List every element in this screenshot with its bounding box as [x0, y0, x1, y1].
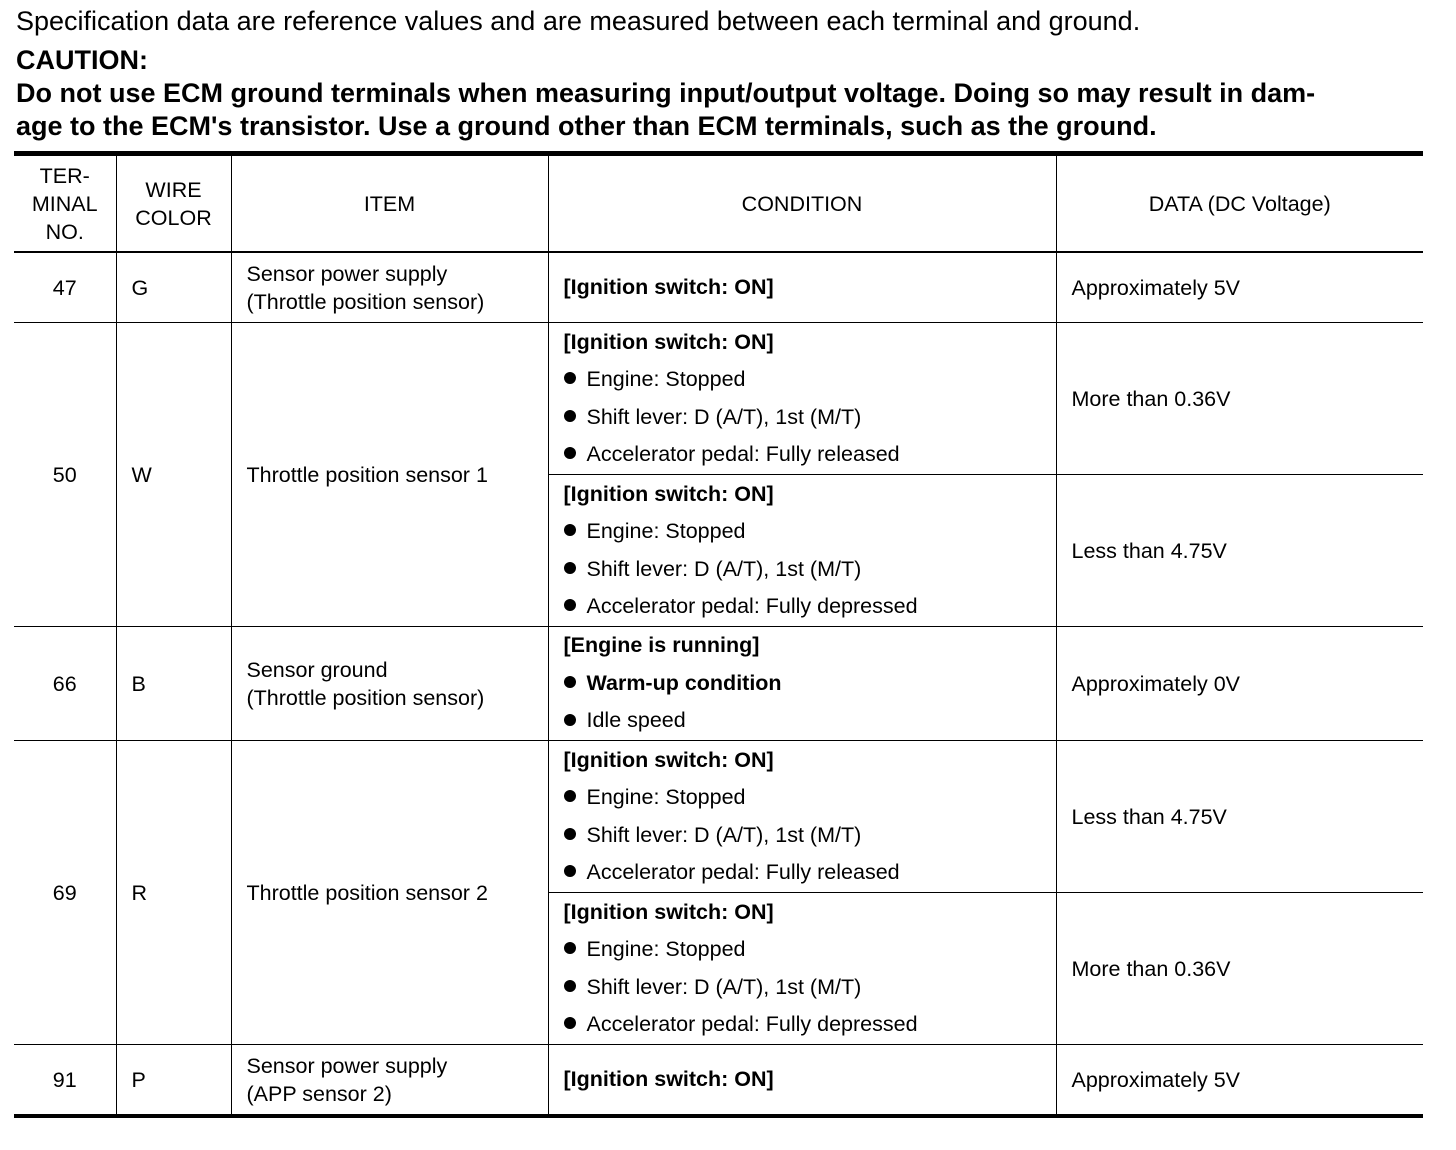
table-row: [14, 252, 1423, 323]
condition-cell: [548, 475, 1056, 627]
data-value: Approximately 5V: [1056, 1045, 1423, 1117]
caution-title: CAUTION:: [16, 45, 148, 75]
data-value: Approximately 5V: [1056, 252, 1423, 323]
header-data: DATA (DC Voltage): [1056, 154, 1423, 253]
data-value: More than 0.36V: [1056, 893, 1423, 1045]
data-value: Less than 4.75V: [1056, 741, 1423, 893]
caution-body: [16, 77, 1426, 143]
bullet-icon: [564, 372, 576, 384]
condition-heading: [Engine is running]: [563, 633, 760, 658]
wire-color: R: [116, 741, 231, 1045]
bullet-text: Accelerator pedal: Fully released: [586, 442, 900, 466]
condition-cell: [548, 627, 1056, 741]
bullet-icon: [564, 790, 576, 802]
data-value: Approximately 0V: [1056, 627, 1423, 741]
condition-bullet: [564, 779, 1041, 817]
condition-bullet: [564, 588, 1041, 626]
data-value: Less than 4.75V: [1056, 475, 1423, 627]
bullet-text: Engine: Stopped: [586, 937, 746, 961]
bullet-icon: [564, 524, 576, 536]
wire-color: P: [116, 1045, 231, 1117]
condition-bullet: [564, 399, 1041, 437]
bullet-icon: [564, 980, 576, 992]
header-wire-color: WIRE COLOR: [116, 154, 231, 253]
table-row: [14, 1045, 1423, 1117]
item-line: Sensor power supply: [246, 261, 448, 286]
bullet-text: Shift lever: D (A/T), 1st (M/T): [586, 556, 862, 581]
condition-bullet: [564, 665, 1041, 703]
bullet-icon: [564, 599, 576, 611]
condition-heading: [Ignition switch: ON]: [563, 1066, 774, 1091]
condition-cell: [548, 323, 1056, 475]
bullet-icon: [564, 447, 576, 459]
intro-text: Specification data are reference values and are measured between each terminal and ground.: [16, 6, 1141, 36]
condition-bullet: [564, 931, 1041, 969]
table-body: [14, 252, 1423, 1116]
item-line: (Throttle position sensor): [246, 289, 485, 314]
caution-line: age to the ECM's transistor. Use a ground other than ECM terminals, such as the ground.: [16, 111, 1157, 141]
condition-bullet: [564, 702, 1041, 740]
ecm-terminal-table: [14, 151, 1423, 1118]
condition-bullet: [564, 551, 1041, 589]
condition-bullet: [564, 513, 1041, 551]
bullet-icon: [564, 1017, 576, 1029]
caution-line: Do not use ECM ground terminals when measuring input/output voltage. Doing so may result in dam-: [16, 78, 1316, 108]
bullet-text: Shift lever: D (A/T), 1st (M/T): [586, 974, 862, 999]
item-description: [231, 323, 548, 627]
item-line: Sensor ground: [246, 657, 388, 682]
condition-bullet: [564, 969, 1041, 1007]
item-description: [231, 1045, 548, 1117]
bullet-icon: [564, 865, 576, 877]
item-description: [231, 627, 548, 741]
bullet-text: Accelerator pedal: Fully depressed: [586, 1012, 918, 1036]
bullet-icon: [564, 410, 576, 422]
bullet-text: Shift lever: D (A/T), 1st (M/T): [586, 822, 862, 847]
condition-bullet: [564, 1006, 1041, 1044]
terminal-number: 91: [14, 1045, 116, 1117]
bullet-icon: [564, 676, 576, 688]
terminal-number: 50: [14, 323, 116, 627]
bullet-text: Accelerator pedal: Fully released: [586, 860, 900, 884]
bullet-text: Accelerator pedal: Fully depressed: [586, 594, 918, 618]
condition-heading: [Ignition switch: ON]: [563, 481, 774, 506]
condition-bullet: [564, 436, 1041, 474]
condition-bullet: [564, 817, 1041, 855]
item-line: (APP sensor 2): [246, 1081, 392, 1106]
item-line: Sensor power supply: [246, 1053, 448, 1078]
condition-cell: [548, 1045, 1056, 1117]
wire-color: B: [116, 627, 231, 741]
item-line: Throttle position sensor 2: [246, 880, 488, 905]
data-value: More than 0.36V: [1056, 323, 1423, 475]
condition-heading: [Ignition switch: ON]: [563, 747, 774, 772]
wire-color: W: [116, 323, 231, 627]
terminal-number: 47: [14, 252, 116, 323]
item-description: [231, 741, 548, 1045]
bullet-text: Warm-up condition: [586, 670, 782, 695]
bullet-text: Engine: Stopped: [586, 785, 746, 809]
terminal-number: 69: [14, 741, 116, 1045]
condition-bullet: [564, 854, 1041, 892]
bullet-text: Engine: Stopped: [586, 367, 746, 391]
bullet-icon: [564, 942, 576, 954]
header-terminal-no: TER- MINAL NO.: [14, 154, 116, 253]
item-line: Throttle position sensor 1: [246, 462, 488, 487]
table-row: [14, 741, 1423, 893]
condition-heading: [Ignition switch: ON]: [563, 899, 774, 924]
bullet-icon: [564, 828, 576, 840]
table-row: [14, 627, 1423, 741]
item-line: (Throttle position sensor): [246, 685, 485, 710]
condition-bullet: [564, 361, 1041, 399]
condition-heading: [Ignition switch: ON]: [563, 329, 774, 354]
condition-cell: [548, 893, 1056, 1045]
terminal-number: 66: [14, 627, 116, 741]
bullet-icon: [564, 562, 576, 574]
condition-cell: [548, 252, 1056, 323]
bullet-text: Shift lever: D (A/T), 1st (M/T): [586, 404, 862, 429]
bullet-icon: [564, 714, 576, 726]
condition-cell: [548, 741, 1056, 893]
wire-color: G: [116, 252, 231, 323]
table-header-row: [14, 154, 1423, 253]
table-row: [14, 323, 1423, 475]
bullet-text: Engine: Stopped: [586, 519, 746, 543]
header-condition: CONDITION: [548, 154, 1056, 253]
bullet-text: Idle speed: [586, 708, 686, 733]
header-item: ITEM: [231, 154, 548, 253]
condition-heading: [Ignition switch: ON]: [563, 274, 774, 299]
item-description: [231, 252, 548, 323]
